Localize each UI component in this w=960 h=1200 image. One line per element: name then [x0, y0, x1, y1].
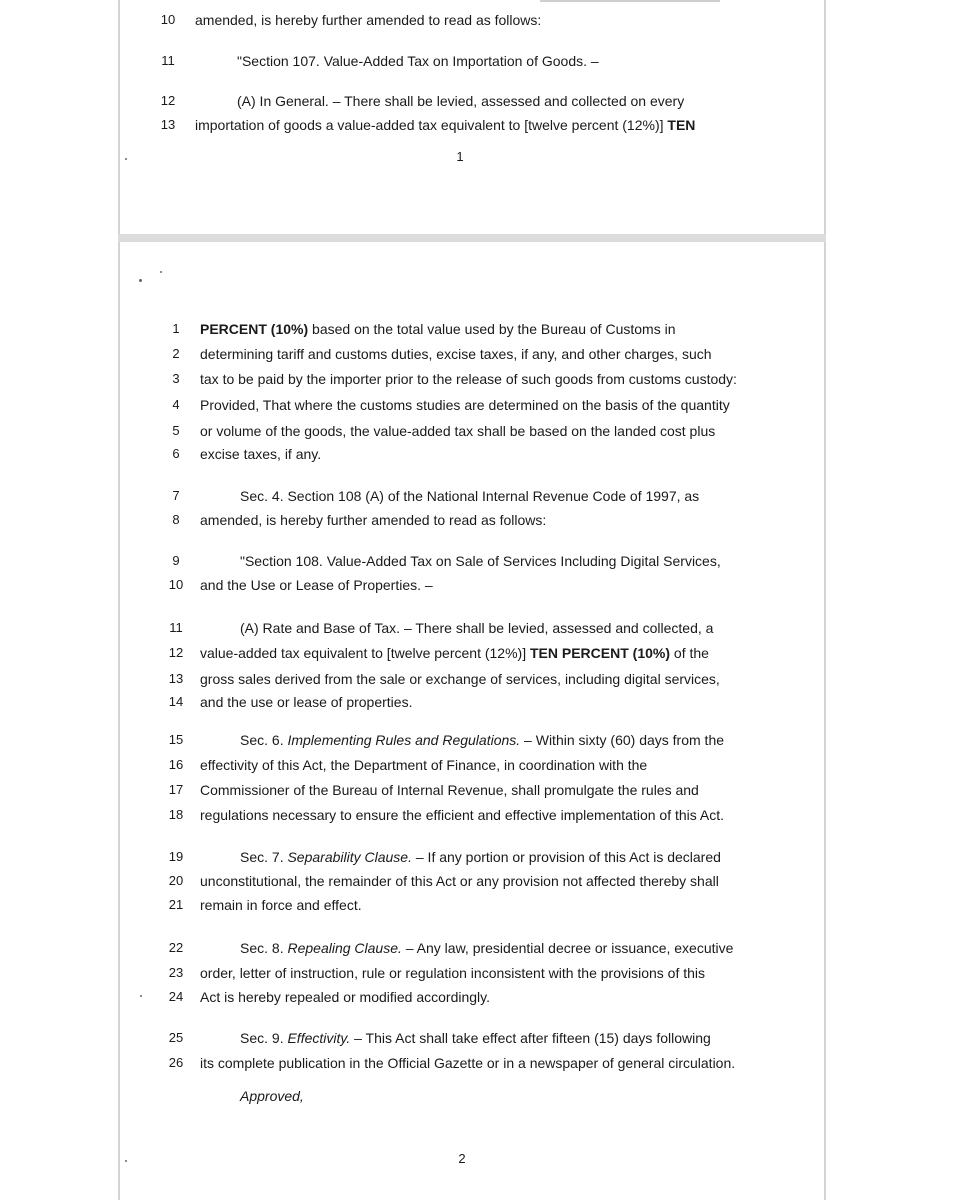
- page2-line-6: [0, 443, 960, 465]
- page2-line-15: [0, 729, 960, 751]
- line-number: 23: [168, 965, 184, 980]
- line-text-part: – Within sixty (60) days from the: [520, 732, 725, 748]
- line-text-italic: Separability Clause.: [287, 849, 412, 865]
- page2-line-12: [0, 642, 960, 664]
- line-text: regulations necessary to ensure the efficient and effective implementation of this Act.: [200, 807, 725, 823]
- line-number: 12: [168, 645, 184, 660]
- line-text: [240, 1027, 711, 1049]
- page2-line-7: [0, 485, 960, 507]
- line-number: 10: [168, 577, 184, 592]
- line-number: 9: [172, 553, 180, 568]
- scan-speck: [140, 995, 142, 997]
- line-text: effectivity of this Act, the Department of Finance, in coordination with the: [200, 757, 648, 773]
- line-text: amended, is hereby further amended to read as follows:: [200, 512, 547, 528]
- line-text: tax to be paid by the importer prior to the release of such goods from customs custody:: [200, 371, 737, 387]
- line-number: 10: [160, 12, 176, 27]
- page2-line-3: [0, 368, 960, 390]
- line-text-bold: TEN: [667, 117, 696, 133]
- line-number: 25: [168, 1030, 184, 1045]
- line-number: 16: [168, 757, 184, 772]
- page2-line-8: [0, 509, 960, 531]
- page1-line-11: [0, 50, 960, 72]
- line-text: its complete publication in the Official Gazette or in a newspaper of general circulation.: [200, 1055, 736, 1071]
- line-text-bold: PERCENT (10%): [200, 321, 309, 337]
- line-number: 3: [172, 371, 180, 386]
- line-text-part: Sec. 9.: [240, 1030, 288, 1046]
- line-text: excise taxes, if any.: [200, 446, 322, 462]
- page2-line-4: [0, 394, 960, 416]
- page2-line-22: [0, 937, 960, 959]
- scan-speck: [125, 158, 127, 160]
- page2-line-1: [0, 318, 960, 340]
- page2-line-23: [0, 962, 960, 984]
- line-text-part: of the: [670, 645, 709, 661]
- page2-line-16: [0, 754, 960, 776]
- line-text: [240, 846, 721, 868]
- line-text: "Section 107. Value-Added Tax on Importation of Goods. –: [237, 53, 599, 69]
- line-text-part: – If any portion or provision of this Act is declared: [411, 849, 721, 865]
- line-number: 1: [172, 321, 180, 336]
- line-number: 5: [172, 423, 180, 438]
- line-number: 13: [168, 671, 184, 686]
- line-text: amended, is hereby further amended to read as follows:: [195, 12, 542, 28]
- page2-line-20: [0, 870, 960, 892]
- line-number: 15: [168, 732, 184, 747]
- line-number: 11: [169, 620, 183, 635]
- line-text: [240, 729, 724, 751]
- page2-line-19: [0, 846, 960, 868]
- line-number: 8: [172, 512, 180, 527]
- page2-line-18: [0, 804, 960, 826]
- approved-closing: Approved,: [240, 1088, 304, 1104]
- line-text-part: – This Act shall take effect after fifteen (15) days following: [350, 1030, 711, 1046]
- line-text: (A) In General. – There shall be levied, assessed and collected on every: [237, 93, 685, 109]
- line-text: "Section 108. Value-Added Tax on Sale of Services Including Digital Services,: [240, 553, 721, 569]
- scan-speck: [139, 279, 142, 282]
- line-text: order, letter of instruction, rule or regulation inconsistent with the provisions of this: [200, 965, 706, 981]
- line-text: Sec. 4. Section 108 (A) of the National Internal Revenue Code of 1997, as: [240, 488, 700, 504]
- page-number-1: 1: [456, 149, 464, 164]
- line-text: Commissioner of the Bureau of Internal Revenue, shall promulgate the rules and: [200, 782, 699, 798]
- line-number: 24: [168, 989, 184, 1004]
- page2-line-10: [0, 574, 960, 596]
- header-rule: [540, 0, 720, 2]
- line-text: Act is hereby repealed or modified accordingly.: [200, 989, 491, 1005]
- page2-line-17: [0, 779, 960, 801]
- line-number: 21: [168, 897, 184, 912]
- line-text: determining tariff and customs duties, excise taxes, if any, and other charges, such: [200, 346, 712, 362]
- page2-line-11: [0, 617, 960, 639]
- line-text: unconstitutional, the remainder of this Act or any provision not affected thereby shall: [200, 873, 719, 889]
- page2-line-14: [0, 691, 960, 713]
- line-number: 17: [168, 782, 184, 797]
- page2-line-13: [0, 668, 960, 690]
- page-separator: [118, 234, 826, 242]
- line-number: 19: [168, 849, 184, 864]
- line-number: 20: [168, 873, 184, 888]
- line-text-part: Sec. 7.: [240, 849, 288, 865]
- line-number: 2: [172, 346, 180, 361]
- line-text: remain in force and effect.: [200, 897, 362, 913]
- line-number: 4: [172, 397, 180, 412]
- line-text-part: Sec. 8.: [240, 940, 288, 956]
- line-text-bold: TEN PERCENT (10%): [529, 645, 671, 661]
- scan-speck: [160, 271, 162, 273]
- page2-line-2: [0, 343, 960, 365]
- line-text: or volume of the goods, the value-added tax shall be based on the landed cost plus: [200, 423, 716, 439]
- line-number: 13: [160, 117, 176, 132]
- line-text: [200, 642, 709, 664]
- line-number: 14: [168, 694, 184, 709]
- page2-line-24: [0, 986, 960, 1008]
- line-number: 7: [172, 488, 180, 503]
- line-text-part: importation of goods a value-added tax equivalent to [twelve percent (12%)]: [195, 117, 668, 133]
- scan-speck: [125, 1160, 127, 1162]
- line-number: 26: [168, 1055, 184, 1070]
- page2-line-26: [0, 1052, 960, 1074]
- page1-line-13: [0, 114, 960, 136]
- page1-line-10: [0, 9, 960, 31]
- line-text: and the use or lease of properties.: [200, 694, 413, 710]
- line-text: [240, 937, 733, 959]
- line-text: gross sales derived from the sale or exchange of services, including digital services,: [200, 671, 720, 687]
- line-text-part: value-added tax equivalent to [twelve percent (12%)]: [200, 645, 530, 661]
- page-number-2: 2: [458, 1151, 466, 1166]
- line-text-italic: Effectivity.: [287, 1030, 351, 1046]
- line-number: 18: [168, 807, 184, 822]
- line-text-italic: Repealing Clause.: [287, 940, 402, 956]
- line-number: 6: [172, 446, 180, 461]
- line-text-italic: Implementing Rules and Regulations.: [287, 732, 521, 748]
- line-text-part: based on the total value used by the Bureau of Customs in: [308, 321, 676, 337]
- line-text: [200, 318, 675, 340]
- line-number: 22: [168, 940, 184, 955]
- line-text: and the Use or Lease of Properties. –: [200, 577, 433, 593]
- page2-line-21: [0, 894, 960, 916]
- line-text: [195, 114, 695, 136]
- line-text-part: Sec. 6.: [240, 732, 288, 748]
- line-number: 12: [160, 93, 176, 108]
- page1-line-12: [0, 90, 960, 112]
- page2-line-5: [0, 420, 960, 442]
- line-number: 11: [161, 53, 175, 68]
- line-text-part: – Any law, presidential decree or issuance, executive: [401, 940, 734, 956]
- line-text: Provided, That where the customs studies are determined on the basis of the quantity: [200, 397, 730, 413]
- page2-line-25: [0, 1027, 960, 1049]
- line-text: (A) Rate and Base of Tax. – There shall be levied, assessed and collected, a: [240, 620, 714, 636]
- page2-line-9: [0, 550, 960, 572]
